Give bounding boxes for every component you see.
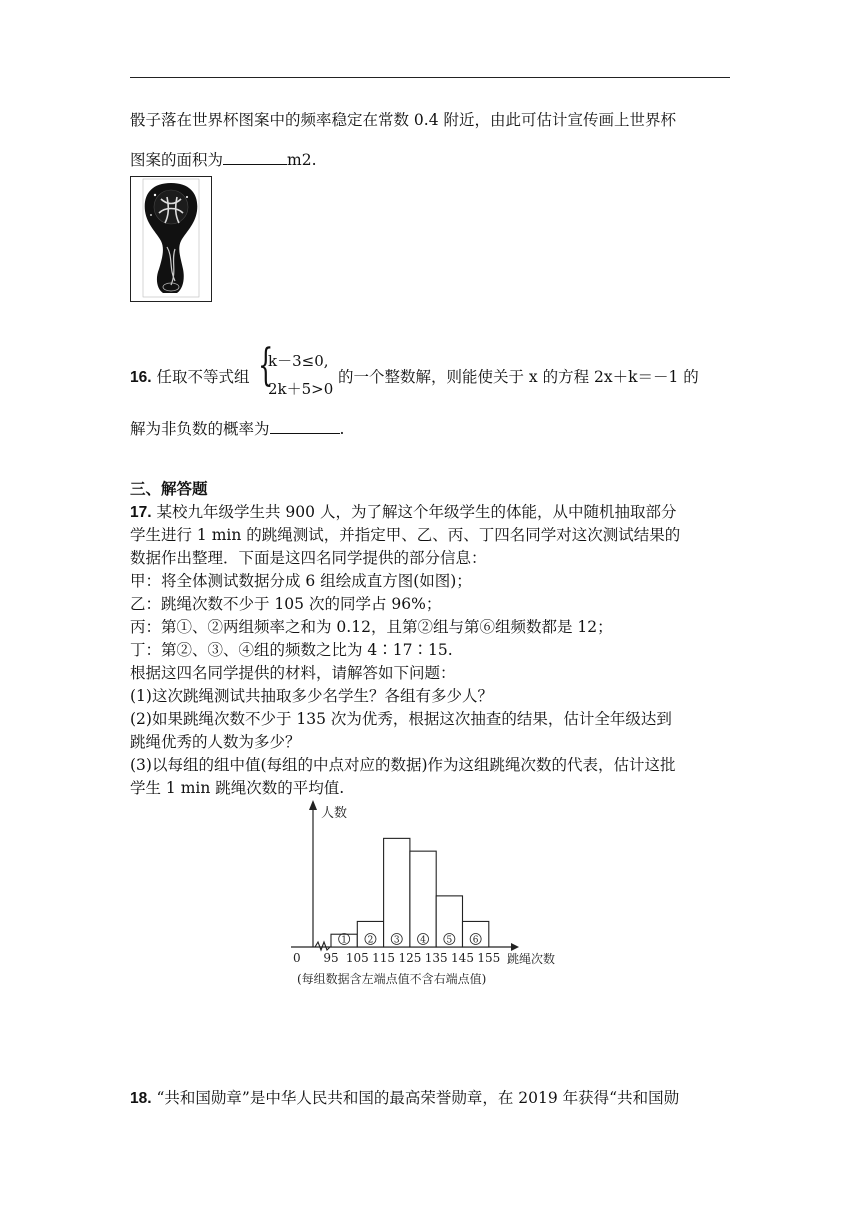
inequality-1: k－3≤0, (268, 352, 329, 370)
q15-line2-before: 图案的面积为 (130, 151, 224, 169)
x-tick-label: 115 (372, 951, 396, 965)
axis-break-zigzag (315, 942, 330, 950)
q16-line2-before: 解为非负数的概率为 (130, 420, 270, 438)
header-rule (130, 77, 730, 78)
q17-line-2: 数据作出整理．下面是这四名同学提供的部分信息： (130, 549, 487, 567)
q16-line2-after: . (339, 420, 345, 438)
group-label: 5 (446, 935, 453, 946)
q17-line-9: (2)如果跳绳次数不少于 135 次为优秀，根据这次抽查的结果，估计全年级达到 (130, 710, 672, 728)
q16-prefix: 任取不等式组 (156, 368, 250, 386)
section-title: 三、解答题 (130, 480, 208, 498)
x-tick-label: 95 (323, 951, 339, 965)
q16-line1 (130, 368, 250, 388)
q17-line-0 (130, 503, 676, 523)
y-axis-label: 人数 (321, 806, 348, 821)
q17-line-12: 学生 1 min 跳绳次数的平均值. (130, 779, 345, 797)
group-label: 1 (341, 935, 348, 946)
question-number: 16. (130, 369, 152, 386)
left-brace: { (258, 340, 274, 391)
question-number: 17. (130, 504, 152, 521)
answer-blank (270, 417, 340, 434)
x-axis-arrow (511, 943, 519, 951)
question-number: 18. (130, 1090, 152, 1107)
world-cup-trophy-image (130, 176, 212, 302)
x-tick-label: 135 (424, 951, 448, 965)
x-axis-label: 跳绳次数 (507, 952, 556, 966)
q17-line-4: 乙：跳绳次数不少于 105 次的同学占 96%； (130, 595, 442, 613)
x-tick-label: 155 (477, 951, 501, 965)
histogram-chart (285, 798, 585, 998)
q16-line2 (130, 417, 344, 439)
q16-suffix: 的一个整数解，则能使关于 x 的方程 2x＋k＝－1 的 (338, 368, 699, 386)
q17-line-8: (1)这次跳绳测试共抽取多少名学生？各组有多少人？ (130, 687, 493, 705)
q17-line-10: 跳绳优秀的人数为多少？ (130, 733, 301, 751)
histogram-note: (每组数据含左端点值不含右端点值) (297, 972, 487, 986)
q17-text: 某校九年级学生共 900 人，为了解这个年级学生的体能，从中随机抽取部分 (156, 503, 677, 521)
x-tick-label: 125 (398, 951, 422, 965)
q17-line-1: 学生进行 1 min 的跳绳测试，并指定甲、乙、丙、丁四名同学对这次测试结果的 (130, 526, 681, 544)
q18-text: “共和国勋章”是中华人民共和国的最高荣誉勋章，在 2019 年获得“共和国勋 (156, 1089, 680, 1107)
q17-line-11: (3)以每组的组中值(每组的中点对应的数据)作为这组跳绳次数的代表，估计这批 (130, 756, 676, 774)
q18-line (130, 1089, 679, 1109)
group-label: 6 (472, 935, 479, 946)
origin-label: 0 (293, 951, 301, 965)
q17-line-7: 根据这四名同学提供的材料，请解答如下问题： (130, 664, 456, 682)
trophy-icon (131, 177, 211, 301)
q15-line2-after: m2. (287, 151, 317, 169)
q15-line1: 骰子落在世界杯图案中的频率稳定在常数 0.4 附近，由此可估计宣传画上世界杯 (130, 111, 677, 129)
inequality-2: 2k＋5>0 (268, 380, 334, 398)
group-label: 2 (367, 935, 374, 946)
q17-line-5: 丙：第①、②两组频率之和为 0.12，且第②组与第⑥组频数都是 12； (130, 618, 613, 636)
answer-blank (223, 148, 287, 165)
histogram-figure (285, 798, 585, 1002)
group-label: 4 (420, 935, 426, 946)
y-axis-arrow (309, 800, 317, 810)
group-label: 3 (393, 935, 400, 946)
histogram-bar (384, 838, 410, 947)
x-tick-label: 145 (451, 951, 474, 965)
q17-line-6: 丁：第②、③、④组的频数之比为 4∶17∶15. (130, 641, 453, 659)
histogram-bar (410, 851, 436, 947)
q15-line2 (130, 148, 317, 170)
q17-line-3: 甲：将全体测试数据分成 6 组绘成直方图(如图)； (130, 572, 472, 590)
x-tick-label: 105 (345, 951, 369, 965)
